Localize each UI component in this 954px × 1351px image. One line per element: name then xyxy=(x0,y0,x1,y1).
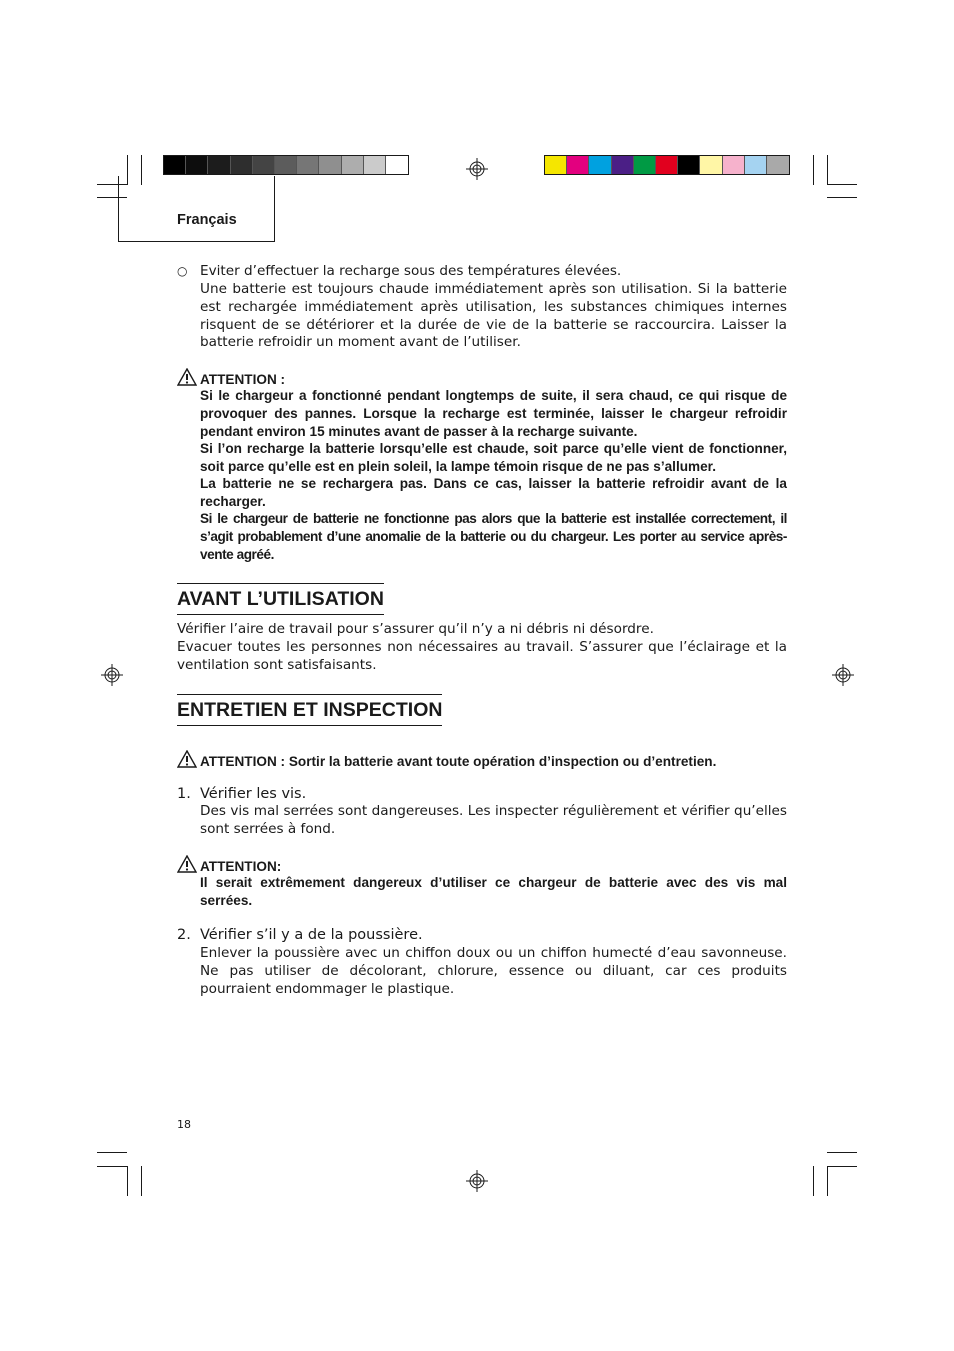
attention-heading-3 xyxy=(177,855,787,876)
color-swatch xyxy=(545,156,567,174)
attention-label-3: ATTENTION: xyxy=(200,859,282,874)
attention-text-2: Sortir la batterie avant toute opération d’inspection ou d’entretien. xyxy=(288,754,717,769)
gray-swatch xyxy=(386,156,408,174)
attention-paragraph-3: La batterie ne se rechargera pas. Dans ce cas, laisser la batterie refroidir avant de la recharger. xyxy=(200,476,787,509)
gray-swatch xyxy=(297,156,319,174)
warning-triangle-icon xyxy=(177,368,197,386)
color-swatch xyxy=(656,156,678,174)
gray-swatch xyxy=(319,156,341,174)
page-number: 18 xyxy=(177,1118,191,1131)
attention-label-1: ATTENTION : xyxy=(200,372,286,387)
color-swatch xyxy=(723,156,745,174)
warning-triangle-icon xyxy=(177,855,197,873)
bullet-circle: ○ xyxy=(177,264,188,278)
item-number-1: 1. xyxy=(177,786,191,802)
attention-paragraph-4: Si le chargeur de batterie ne fonctionne pas alors que la batterie est installée correctement, il s’agit probablement d’une anomalie de la batterie ou du chargeur. Les porter au service après-vente agréé. xyxy=(200,511,787,562)
color-swatch xyxy=(700,156,722,174)
attention-heading-2 xyxy=(177,750,787,771)
gray-swatch xyxy=(253,156,275,174)
intro-title: Eviter d’effectuer la recharge sous des températures élevées. xyxy=(200,263,622,279)
color-swatch xyxy=(567,156,589,174)
gray-swatch xyxy=(164,156,186,174)
gray-swatch xyxy=(208,156,230,174)
color-swatch xyxy=(767,156,789,174)
color-swatch xyxy=(678,156,700,174)
registration-mark-right xyxy=(832,664,854,686)
color-swatch xyxy=(589,156,611,174)
item-title-2: Vérifier s’il y a de la poussière. xyxy=(200,927,423,943)
warning-triangle-icon xyxy=(177,750,197,768)
registration-mark-left xyxy=(101,664,123,686)
avant-paragraph-1: Vérifier l’aire de travail pour s’assurer qu’il n’y a ni débris ni désordre. xyxy=(177,621,654,637)
gray-swatch xyxy=(275,156,297,174)
intro-body: Une batterie est toujours chaude immédiatement après son utilisation. Si la batterie est rechargée immédiatement après utilisation, les substances chimiques internes risquent de se détériorer et la durée de vie de la batterie se raccourcira. Laisser la batterie refroidir un moment avant de l’utiliser. xyxy=(200,281,787,351)
gray-swatch xyxy=(231,156,253,174)
grayscale-color-bar xyxy=(163,155,409,175)
section-heading-entretien-inspection: ENTRETIEN ET INSPECTION xyxy=(177,694,442,726)
color-swatch xyxy=(634,156,656,174)
attention-paragraph-screws: Il serait extrêmement dangereux d’utiliser ce chargeur de batterie avec des vis mal serrées. xyxy=(200,875,787,908)
language-label: Français xyxy=(177,212,237,228)
item-body-1: Des vis mal serrées sont dangereuses. Les inspecter régulièrement et vérifier qu’elles sont serrées à fond. xyxy=(200,803,787,837)
section-heading-avant-utilisation: AVANT L’UTILISATION xyxy=(177,583,384,615)
attention-heading-1 xyxy=(177,368,787,389)
gray-swatch xyxy=(186,156,208,174)
item-body-2: Enlever la poussière avec un chiffon doux ou un chiffon humecté d’eau savonneuse. Ne pas utiliser de décolorant, chlorure, essence ou diluant, car ces produits pourraient endommager le plastique. xyxy=(200,945,787,997)
gray-swatch xyxy=(342,156,364,174)
item-number-2: 2. xyxy=(177,927,191,943)
color-swatch xyxy=(612,156,634,174)
item-title-1: Vérifier les vis. xyxy=(200,786,307,802)
attention-label-2: ATTENTION : xyxy=(200,754,286,769)
color-swatch xyxy=(745,156,767,174)
attention-paragraph-1: Si le chargeur a fonctionné pendant longtemps de suite, il sera chaud, ce qui risque de provoquer des pannes. Lorsque la recharge est terminée, laisser le chargeur refroidir pendant environ 15 minutes avant de passer à la recharge suivante. xyxy=(200,388,787,439)
gray-swatch xyxy=(364,156,386,174)
process-color-bar xyxy=(544,155,790,175)
language-tab-frame xyxy=(118,176,275,242)
registration-mark-bottom xyxy=(466,1170,488,1192)
avant-paragraph-2: Evacuer toutes les personnes non nécessaires au travail. S’assurer que l’éclairage et la ventilation sont satisfaisants. xyxy=(177,639,787,673)
attention-paragraph-2: Si l’on recharge la batterie lorsqu’elle est chaude, soit parce qu’elle vient de fonctionner, soit parce qu’elle est en plein soleil, la lampe témoin risque de ne pas s’allumer. xyxy=(200,441,787,474)
registration-mark-top xyxy=(466,158,488,180)
